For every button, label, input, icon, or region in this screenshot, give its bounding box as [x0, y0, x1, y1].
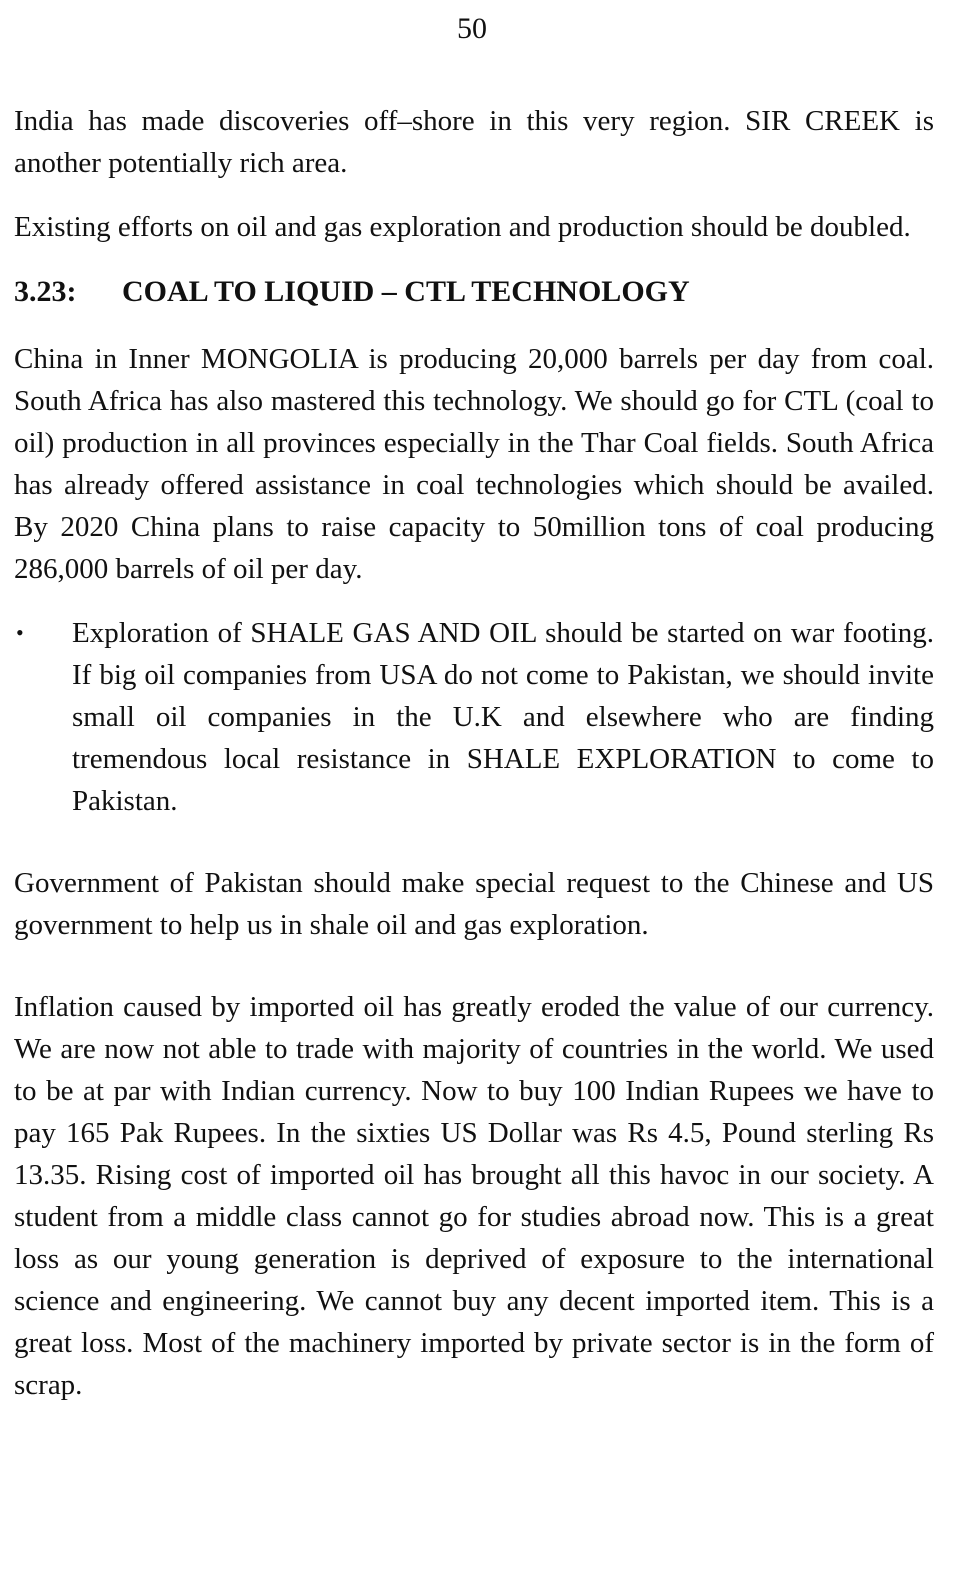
paragraph-inflation: Inflation caused by imported oil has greatly eroded the value of our currency. We are now not able to trade with majority of countries in the world. We used to be at par with Indian currency. Now to buy 100 Indian Rupees we have to pay 165 Pak Rupees. In the sixties US Dollar was Rs 4.5, Pound sterling Rs 13.35. Rising cost of imported oil has brought all this havoc in our society. A student from a middle class cannot go for studies abroad now. This is a great loss as our young generation is deprived of exposure to the international science and engineering. We cannot buy any decent imported item. This is a great loss. Most of the machinery imported by private sector is in the form of scrap.: [14, 991, 934, 1401]
paragraph-ctl-china: China in Inner MONGOLIA is producing 20,000 barrels per day from coal. South Africa has also mastered this technology. We should go for CTL (coal to oil) production in all provinces especially in the Thar Coal fields. South Africa has already offered assistance in coal technologies which should be availed. By 2020 China plans to raise capacity to 50million tons of coal producing 286,000 barrels of oil per day.: [14, 343, 934, 585]
bullet-text: Exploration of SHALE GAS AND OIL should be started on war footing. If big oil companies from USA do not come to Pakistan, we should invite small oil companies in the U.K and elsewhere who are finding tremendous local resistance in SHALE EXPLORATION to come to Pakistan.: [72, 617, 934, 817]
page-number: 50: [457, 12, 487, 45]
bullet-dot-icon: •: [16, 620, 24, 645]
section-heading: [14, 272, 934, 312]
paragraph-exploration-efforts: Existing efforts on oil and gas exploration and production should be doubled.: [14, 211, 911, 243]
paragraph-government-request: Government of Pakistan should make special request to the Chinese and US government to help us in shale oil and gas exploration.: [14, 867, 934, 941]
bullet-list: [14, 612, 934, 822]
paragraph-sir-creek: India has made discoveries off–shore in this very region. SIR CREEK is another potentially rich area.: [14, 105, 934, 179]
list-item: [14, 612, 934, 822]
page-body: [14, 100, 934, 1428]
section-title: COAL TO LIQUID – CTL TECHNOLOGY: [122, 275, 690, 308]
section-number: 3.23:: [14, 275, 77, 308]
